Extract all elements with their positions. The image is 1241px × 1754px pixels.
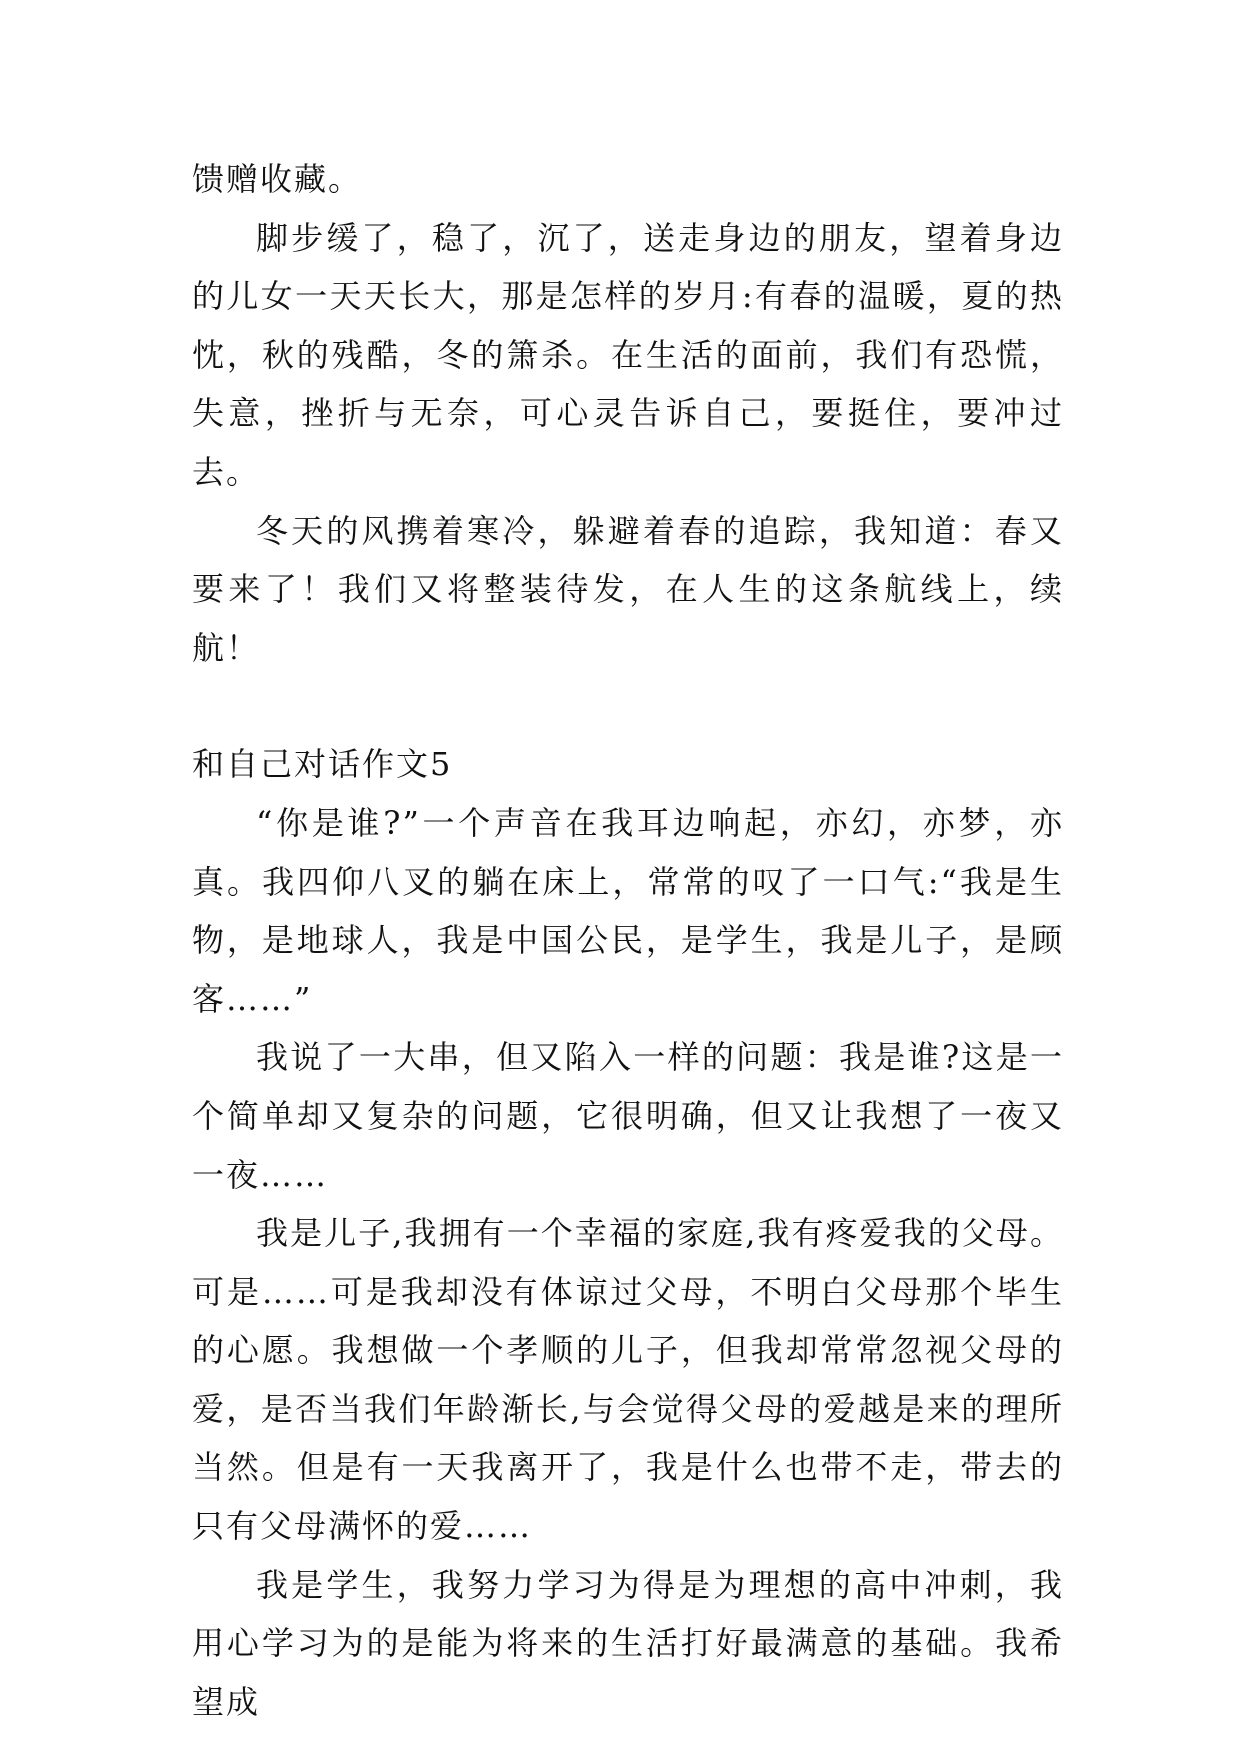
paragraph: “你是谁?”一个声音在我耳边响起，亦幻，亦梦，亦真。我四仰八叉的躺在床上，常常的叹了一口气:“我是生物，是地球人，我是中国公民，是学生，我是儿子，是顾客……”	[192, 803, 1064, 1018]
paragraph: 我是学生，我努力学习为得是为理想的高中冲刺，我用心学习为的是能为将来的生活打好最满意的基础。我希望成	[192, 1565, 1064, 1721]
section-spacer	[192, 677, 1064, 735]
paragraph: 我是儿子,我拥有一个幸福的家庭,我有疼爱我的父母。可是……可是我却没有体谅过父母，不明白父母那个毕生的心愿。我想做一个孝顺的儿子，但我却常常忽视父母的爱，是否当我们年龄渐长,与会觉得父母的爱越是来的理所当然。但是有一天我离开了，我是什么也带不走，带去的只有父母满怀的爱……	[192, 1214, 1064, 1546]
paragraph-continuation: 馈赠收藏。	[192, 160, 363, 198]
paragraph: 冬天的风携着寒冷，躲避着春的追踪，我知道：春又要来了！我们又将整装待发，在人生的这条航线上，续航！	[192, 511, 1064, 667]
paragraph: 我说了一大串，但又陷入一样的问题：我是谁?这是一个简单却又复杂的问题，它很明确，但又让我想了一夜又一夜……	[192, 1038, 1064, 1194]
document-page	[192, 150, 1064, 1731]
essay-title: 和自己对话作文5	[192, 745, 453, 784]
paragraph: 脚步缓了，稳了，沉了，送走身边的朋友，望着身边的儿女一天天长大，那是怎样的岁月:有春的温暖，夏的热忱，秋的残酷，冬的箫杀。在生活的面前，我们有恐慌，失意，挫折与无奈，可心灵告诉自己，要挺住，要冲过去。	[192, 218, 1064, 491]
